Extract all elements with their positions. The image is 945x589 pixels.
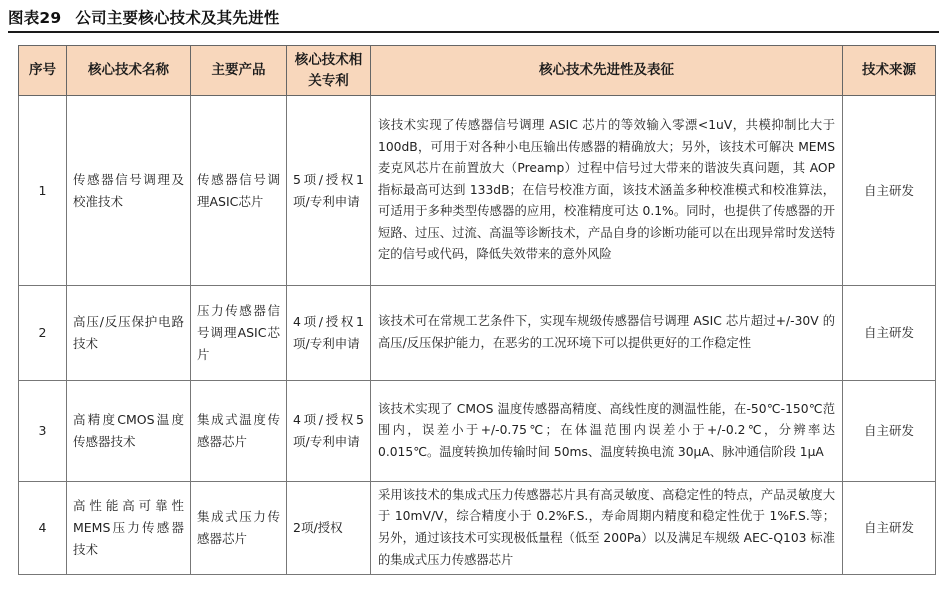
- cell-description: 该技术实现了传感器信号调理 ASIC 芯片的等效输入零漂<1uV，共模抑制比大于 100dB，可用于对各种小电压输出传感器的精确放大；另外，该技术可解决 MEMS 麦克风芯片在前置放大（Preamp）过程中信号过大带来的谐波失真问题，其 AOP 指标最高可达到 133dB；在信号校准方面，该技术涵盖多种校准模式和校准算法，可适用于多种类型传感器的应用，校准精度可达 0.1%。同时，也提供了传感器的开短路、过压、过流、高温等诊断技术，产品自身的诊断功能可以在出现异常时发送特定的信号或代码，降低失效带来的意外风险: [371, 96, 843, 286]
- cell-description: 该技术实现了 CMOS 温度传感器高精度、高线性度的测温性能，在-50℃-150℃范围内，误差小于+/-0.75℃；在体温范围内误差小于+/-0.2℃，分辨率达 0.015℃。温度转换加传输时间 50ms、温度转换电流 30μA、脉冲通信阶段 1μA: [371, 381, 843, 482]
- cell-patent: 5项/授权1项/专利申请: [287, 96, 371, 286]
- figure-label: 图表29: [8, 9, 62, 27]
- cell-tech-name: 高精度CMOS温度传感器技术: [67, 381, 191, 482]
- header-row: [19, 46, 936, 96]
- cell-source: 自主研发: [843, 96, 936, 286]
- cell-no: 4: [19, 482, 67, 575]
- cell-description: 采用该技术的集成式压力传感器芯片具有高灵敏度、高稳定性的特点，产品灵敏度大于 10mV/V，综合精度小于 0.2%F.S.，寿命周期内精度和稳定性优于 1%F.S.等；另外，通过该技术可实现极低量程（低至 200Pa）以及满足车规级 AEC-Q103 标准的集成式压力传感器芯片: [371, 482, 843, 575]
- cell-patent: 2项/授权: [287, 482, 371, 575]
- cell-source: 自主研发: [843, 286, 936, 381]
- cell-product: 集成式温度传感器芯片: [191, 381, 287, 482]
- cell-product: 压力传感器信号调理ASIC芯片: [191, 286, 287, 381]
- figure-caption: 公司主要核心技术及其先进性: [75, 9, 280, 27]
- header-no: 序号: [19, 46, 67, 96]
- title-divider: [8, 31, 939, 33]
- cell-tech-name: 传感器信号调理及校准技术: [67, 96, 191, 286]
- cell-patent: 4项/授权5项/专利申请: [287, 381, 371, 482]
- cell-source: 自主研发: [843, 482, 936, 575]
- header-patent: 核心技术相关专利: [287, 46, 371, 96]
- header-source: 技术来源: [843, 46, 936, 96]
- cell-no: 3: [19, 381, 67, 482]
- cell-product: 传感器信号调理ASIC芯片: [191, 96, 287, 286]
- cell-no: 1: [19, 96, 67, 286]
- table-row: [19, 286, 936, 381]
- table-row: [19, 381, 936, 482]
- cell-tech-name: 高性能高可靠性MEMS压力传感器技术: [67, 482, 191, 575]
- figure-title: [8, 6, 279, 28]
- cell-product: 集成式压力传感器芯片: [191, 482, 287, 575]
- header-description: 核心技术先进性及表征: [371, 46, 843, 96]
- header-name: 核心技术名称: [67, 46, 191, 96]
- cell-source: 自主研发: [843, 381, 936, 482]
- cell-tech-name: 高压/反压保护电路技术: [67, 286, 191, 381]
- core-technology-table: [18, 45, 936, 575]
- cell-patent: 4项/授权1项/专利申请: [287, 286, 371, 381]
- table-row: [19, 96, 936, 286]
- cell-description: 该技术可在常规工艺条件下，实现车规级传感器信号调理 ASIC 芯片超过+/-30V 的高压/反压保护能力，在恶劣的工况环境下可以提供更好的工作稳定性: [371, 286, 843, 381]
- cell-no: 2: [19, 286, 67, 381]
- header-product: 主要产品: [191, 46, 287, 96]
- table-row: [19, 482, 936, 575]
